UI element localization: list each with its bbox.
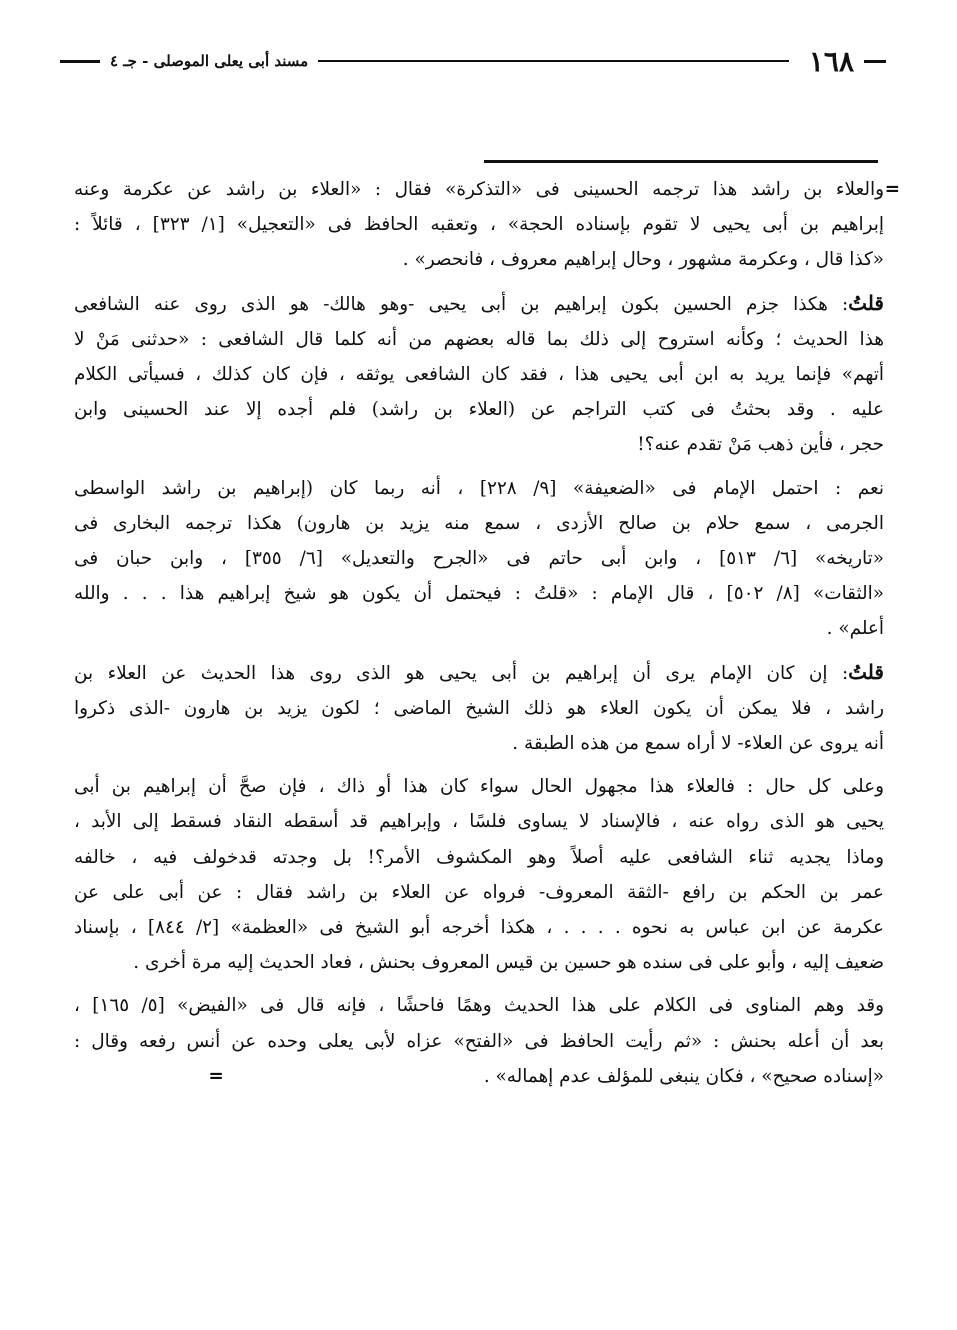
continues-mark: = <box>208 1065 224 1087</box>
text-line: «كذا قال ، وعكرمة مشهور ، وحال إبراهيم معروف ، فانحصر» . <box>402 249 884 271</box>
text-line <box>74 286 884 322</box>
text-line: يحيى هو الذى رواه عنه ، فالإسناد لا يساوى فلسًا ، وإبراهيم قد أسقطه النقاد فسقط إلى الأبد ، <box>74 811 884 833</box>
text-line: عليه . وقد بحثتُ فى كتب التراجم عن (العلاء بن راشد) فلم أجده إلا عند الحسينى وابن <box>74 399 884 421</box>
header-dash-right <box>864 60 886 63</box>
text-line: نعم : احتمل الإمام فى «الضعيفة» [٩/ ٢٢٨] ، أنه ربما كان (إبراهيم بن راشد الواسطى <box>74 477 884 499</box>
text-line: الجرمى ، سمع حلام بن صالح الأزدى ، سمع منه يزيد بن هارون) هكذا ترجمه البخارى فى <box>74 512 884 534</box>
text-line: أنه يروى عن العلاء- لا أراه سمع من هذه الطبقة . <box>512 733 884 755</box>
keyword-qultu: قلتُ <box>848 290 884 315</box>
text-line: أعلم» . <box>826 618 884 640</box>
page-header <box>60 38 886 84</box>
footnote-separator <box>484 160 878 163</box>
header-rule <box>318 60 789 62</box>
page-number: ١٦٨ <box>808 44 854 78</box>
line-text: «إسناده صحيح» ، فكان ينبغى للمؤلف عدم إهماله» . <box>483 1065 884 1087</box>
paragraph <box>74 286 884 463</box>
text-line: أتهم» فإنما يريد به ابن أبى يحيى هذا ، فقد كان الشافعى يوثقه ، فإن كان كذلك ، فسيأتى الكلام <box>74 364 884 386</box>
header-dash-left <box>60 60 100 63</box>
text-line: راشد ، فلا يمكن أن يكون العلاء هو ذلك الشيخ الماضى ؛ لكون يزيد بن هارون -الذى ذكروا <box>74 697 884 719</box>
text-line: ضعيف إليه ، وأبو على فى سنده هو حسين بن قيس المعروف بحنش ، فعاد الحديث إليه مرة أخرى . <box>133 952 884 974</box>
paragraph <box>74 769 884 980</box>
text-line: بعد أن أعله بحنش : «ثم رأيت الحافظ فى «الفتح» عزاه لأبى يعلى وحده عن أنس رفعه وقال : <box>74 1030 884 1052</box>
footnote-body <box>74 172 900 1102</box>
text-line: إبراهيم بن أبى يحيى لا تقوم بإسناده الحجة» ، وتعقبه الحافظ فى «التعجيل» [١/ ٣٢٣] ، قائلاً : <box>74 214 884 236</box>
line-text: : هكذا جزم الحسين بكون إبراهيم بن أبى يحيى -وهو هالك- هو الذى روى عنه الشافعى <box>74 293 849 315</box>
text-line: وماذا يجديه ثناء الشافعى عليه أصلاً وهو المكشوف الأمر؟! بل وجدته قدخولف فيه ، خالفه <box>74 846 884 868</box>
text-line: «الثقات» [٨/ ٥٠٢] ، قال الإمام : «قلتُ : فيحتمل أن يكون هو شيخ إبراهيم هذا . . . والله <box>74 583 884 605</box>
paragraph <box>74 172 900 278</box>
keyword-qultu: قلتُ <box>848 659 884 684</box>
text-line: حجر ، فأين ذهب مَنْ تقدم عنه؟! <box>637 434 884 456</box>
text-line: وعلى كل حال : فالعلاء هذا مجهول الحال سواء كان هذا أو ذاك ، فإن صحَّ أن إبراهيم بن أبى <box>74 776 884 798</box>
line-text: : إن كان الإمام يرى أن إبراهيم بن أبى يحيى هو الذى روى هذا الحديث عن العلاء بن <box>74 662 849 684</box>
text-line: «تاريخه» [٦/ ٥١٣] ، وابن أبى حاتم فى «الجرح والتعديل» [٦/ ٣٥٥] ، وابن حبان فى <box>74 548 885 570</box>
text-line: عكرمة عن ابن عباس به نحوه . . . . ، هكذا أخرجه أبو الشيخ فى «العظمة» [٢/ ٨٤٤] ، بإسناد <box>74 917 884 939</box>
text-line: وقد وهم المناوى فى الكلام على هذا الحديث وهمًا فاحشًا ، فإنه قال فى «الفيض» [٥/ ١٦٥] ، <box>74 995 884 1017</box>
paragraph <box>74 988 884 1094</box>
paragraph <box>74 471 884 647</box>
text-line: والعلاء بن راشد هذا ترجمه الحسينى فى «التذكرة» فقال : «العلاء بن راشد عن عكرمة وعنه <box>74 179 884 200</box>
paragraph <box>74 655 884 762</box>
text-line <box>74 655 884 691</box>
book-title: مسند أبى يعلى الموصلى - جـ ٤ <box>110 52 309 70</box>
text-line <box>74 1059 884 1094</box>
text-line: هذا الحديث ؛ وكأنه استروح إلى ذلك بما قاله بعضهم من أنه كلما قال الشافعى : «حدثنى مَنْ لا <box>74 328 884 350</box>
continuation-mark: = <box>884 179 900 200</box>
text-line: عمر بن الحكم بن رافع -الثقة المعروف- فرواه عن العلاء بن راشد فقال : عن أبى على عن <box>74 881 884 903</box>
